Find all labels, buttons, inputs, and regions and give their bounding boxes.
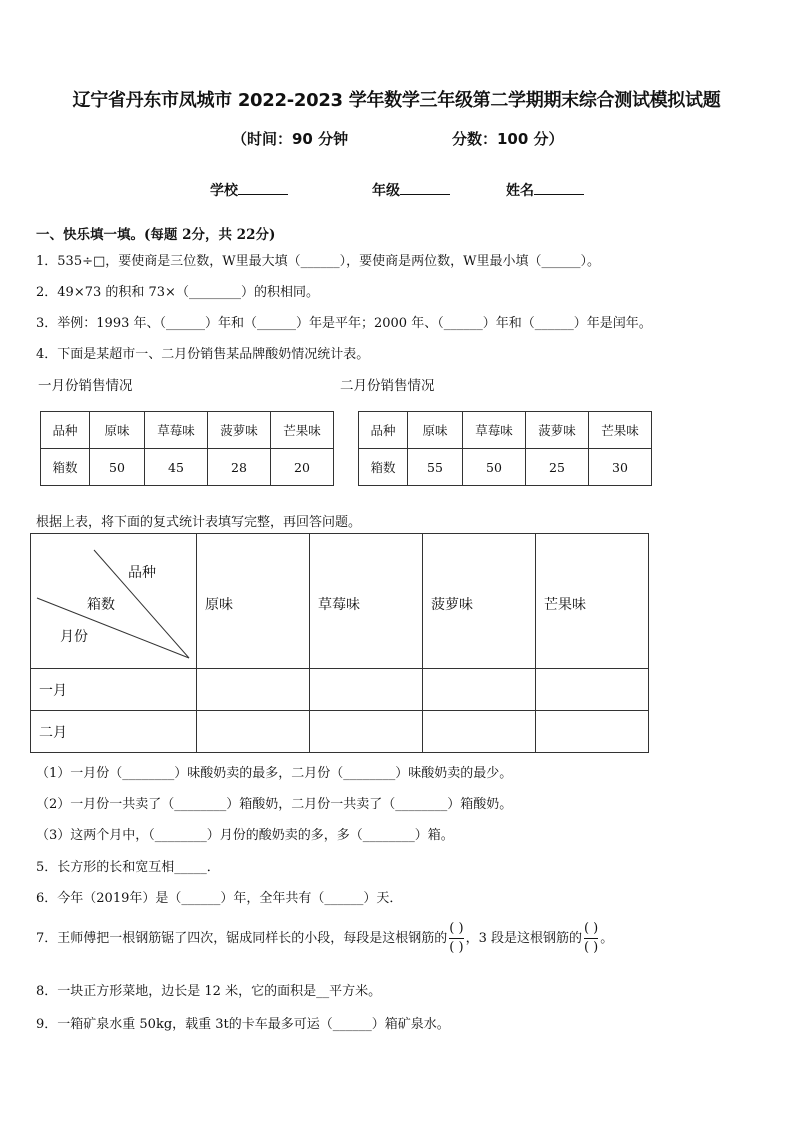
- question-7-text-c: 。: [600, 931, 614, 946]
- table-row: [31, 534, 649, 669]
- table-cell: 品种: [359, 412, 408, 449]
- table-cell: 草莓味: [463, 412, 526, 449]
- question-1: 1．535÷□，要使商是三位数，W里最大填（______），要使商是两位数，W里最小填（______）。: [36, 254, 600, 269]
- question-3: 3．举例：1993 年、（______）年和（______）年是平年；2000 年、（______）年和（______）年是闰年。: [36, 316, 652, 331]
- grade-label: 年级: [372, 183, 400, 199]
- name-blank[interactable]: [534, 182, 584, 195]
- question-6: 6．今年（2019年）是（______）年，全年共有（______）天．: [36, 891, 403, 906]
- table-cell: 箱数: [41, 449, 90, 486]
- fraction-blank-1[interactable]: $\frac{( )}{( )}$: [449, 921, 464, 955]
- answer-cell[interactable]: [310, 669, 423, 711]
- table-cell: 20: [271, 449, 334, 486]
- jan-sales-table: [40, 411, 334, 486]
- table-cell: 菠萝味: [526, 412, 589, 449]
- table-cell: 原味: [90, 412, 145, 449]
- name-field: [506, 180, 584, 200]
- page-title: 辽宁省丹东市凤城市 2022-2023 学年数学三年级第二学期期末综合测试模拟试题: [72, 90, 721, 111]
- answer-cell[interactable]: [536, 711, 649, 753]
- question-9: 9．一箱矿泉水重 50kg，载重 3t的卡车最多可运（______）箱矿泉水。: [36, 1017, 450, 1032]
- answer-cell[interactable]: [310, 711, 423, 753]
- school-blank[interactable]: [238, 182, 288, 195]
- table-cell: 55: [408, 449, 463, 486]
- table-cell: 30: [589, 449, 652, 486]
- table-cell: 品种: [41, 412, 90, 449]
- compound-stats-table: [30, 533, 649, 753]
- row-label-jan: 一月: [31, 669, 197, 711]
- school-label: 学校: [210, 183, 238, 199]
- section-title: 一、快乐填一填。(每题 2分，共 22分): [36, 227, 276, 243]
- question-4-2: （2）一月份一共卖了（________）箱酸奶，二月份一共卖了（________）箱酸奶。: [36, 797, 513, 812]
- question-2: 2．49×73 的积和 73×（________）的积相同。: [36, 285, 319, 300]
- row-label-feb: 二月: [31, 711, 197, 753]
- question-4-3: （3）这两个月中，（________）月份的酸奶卖的多，多（________）箱。: [36, 828, 454, 843]
- question-4-1: （1）一月份（________）味酸奶卖的最多，二月份（________）味酸奶卖的最少。: [36, 766, 513, 781]
- table-row: [31, 669, 649, 711]
- answer-cell[interactable]: [197, 669, 310, 711]
- fraction-blank-2[interactable]: $\frac{( )}{( )}$: [583, 921, 599, 955]
- table-row: [359, 449, 652, 486]
- table-cell: 50: [90, 449, 145, 486]
- table-row: [41, 412, 334, 449]
- column-header: 菠萝味: [423, 534, 536, 669]
- answer-cell[interactable]: [423, 711, 536, 753]
- feb-sales-table: [358, 411, 652, 486]
- table-cell: 28: [208, 449, 271, 486]
- school-field: [210, 180, 288, 200]
- answer-cell[interactable]: [197, 711, 310, 753]
- diag-label-boxes: 箱数: [87, 597, 115, 613]
- table-cell: 25: [526, 449, 589, 486]
- question-7: [36, 920, 613, 957]
- question-4-instruction: 根据上表，将下面的复式统计表填写完整，再回答问题。: [36, 515, 362, 530]
- answer-cell[interactable]: [423, 669, 536, 711]
- diag-label-variety: 品种: [128, 565, 156, 581]
- table-cell: 原味: [408, 412, 463, 449]
- question-4: 4．下面是某超市一、二月份销售某品牌酸奶情况统计表。: [36, 347, 370, 362]
- column-header: 芒果味: [536, 534, 649, 669]
- name-label: 姓名: [506, 183, 534, 199]
- feb-table-caption: 二月份销售情况: [340, 378, 435, 394]
- grade-blank[interactable]: [400, 182, 450, 195]
- grade-field: [372, 180, 450, 200]
- diagonal-header-cell: [31, 534, 197, 669]
- table-row: [41, 449, 334, 486]
- exam-time: （时间：90 分钟: [232, 130, 349, 148]
- table-cell: 箱数: [359, 449, 408, 486]
- table-cell: 50: [463, 449, 526, 486]
- table-cell: 芒果味: [589, 412, 652, 449]
- table-cell: 菠萝味: [208, 412, 271, 449]
- table-cell: 45: [145, 449, 208, 486]
- question-7-text-a: 7．王师傅把一根钢筋锯了四次，锯成同样长的小段，每段是这根钢筋的: [36, 931, 448, 946]
- column-header: 草莓味: [310, 534, 423, 669]
- column-header: 原味: [197, 534, 310, 669]
- question-5: 5．长方形的长和宽互相_____．: [36, 860, 220, 875]
- jan-table-caption: 一月份销售情况: [38, 378, 133, 394]
- diag-label-month: 月份: [60, 629, 88, 645]
- exam-score: 分数：100 分）: [452, 130, 564, 148]
- table-cell: 芒果味: [271, 412, 334, 449]
- table-cell: 草莓味: [145, 412, 208, 449]
- question-8: 8．一块正方形菜地，边长是 12 米，它的面积是__平方米。: [36, 984, 382, 999]
- question-7-text-b: ，3 段是这根钢筋的: [465, 931, 582, 946]
- table-row: [31, 711, 649, 753]
- table-row: [359, 412, 652, 449]
- answer-cell[interactable]: [536, 669, 649, 711]
